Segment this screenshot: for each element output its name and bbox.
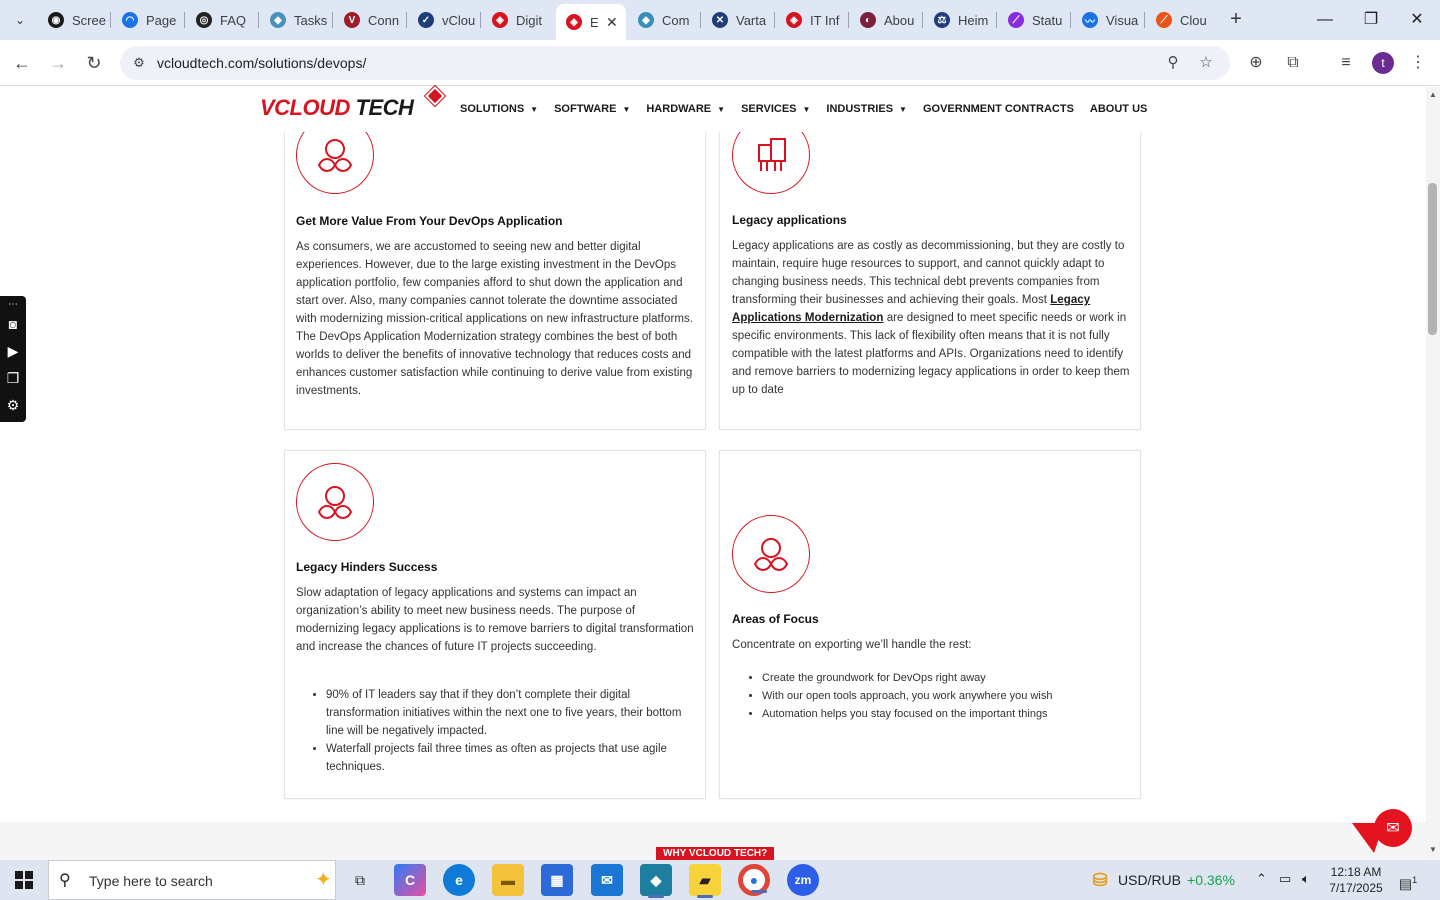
site-info-icon[interactable]: ⚙ (133, 55, 145, 70)
tab-favicon-icon: ◈ (492, 12, 508, 28)
caret-down-icon: ▼ (802, 104, 811, 114)
taskbar-clock[interactable] (1328, 864, 1384, 896)
browser-menu-icon[interactable]: ⋮ (1410, 54, 1426, 71)
tab-title: Varta (736, 12, 767, 28)
panel-more-icon[interactable]: ⋯ (8, 299, 18, 310)
close-window-button[interactable]: ✕ (1410, 11, 1424, 28)
zoom-icon[interactable]: ⚲ (1167, 54, 1179, 71)
tab-favicon-icon: ◆ (638, 12, 654, 28)
task-view-icon[interactable]: ⧉ (355, 871, 365, 888)
profile-avatar[interactable]: t (1372, 52, 1394, 74)
bookmark-star-icon[interactable]: ☆ (1199, 54, 1213, 71)
tab-favicon-icon: ◎ (196, 12, 212, 28)
tab-0[interactable] (38, 6, 106, 34)
tab-14[interactable] (1072, 6, 1140, 34)
tab-3[interactable] (260, 6, 328, 34)
card-legacy-hinders-success (284, 450, 706, 799)
card-title: Legacy Hinders Success (296, 560, 438, 574)
tab-close-icon[interactable]: ✕ (606, 13, 618, 30)
media-control-icon[interactable]: ≡ (1341, 54, 1351, 71)
tab-separator (258, 12, 259, 28)
video-icon[interactable]: ▶ (7, 343, 19, 359)
tab-favicon-icon: 〰 (1082, 12, 1098, 28)
caret-down-icon: ▼ (622, 104, 631, 114)
translate-icon[interactable]: ⊕ (1249, 54, 1263, 71)
tab-13[interactable] (998, 6, 1066, 34)
card-body: Concentrate on exporting we’ll handle the rest: (732, 639, 972, 651)
tab-separator (1070, 12, 1071, 28)
settings-gear-icon[interactable]: ⚙ (6, 397, 20, 413)
tab-favicon-icon: ⟋ (1008, 12, 1024, 28)
main-menu (460, 103, 1147, 115)
extensions-icon[interactable]: ⧉ (1287, 54, 1299, 71)
search-icon: ⚲ (59, 872, 71, 889)
edge-icon[interactable]: e (443, 864, 475, 896)
copilot-icon[interactable]: C (394, 864, 426, 896)
tab-favicon-icon: ✓ (418, 12, 434, 28)
browser-tab-strip (0, 0, 1440, 40)
zoom-app-icon[interactable]: zm (787, 864, 819, 896)
tab-search-button[interactable]: ⌄ (14, 13, 26, 27)
sticky-notes-icon[interactable]: ▰ (689, 864, 721, 896)
tab-6[interactable] (482, 6, 550, 34)
capture-tool-panel (0, 296, 26, 422)
card-body-text: are designed to meet specific needs or work in specific environments. This lack of flexibility often means that it is not fully compatible with the latest platforms and APIs. Organizations need to identify and remove barriers to modernizing legacy applications in order to keep them up to date (732, 312, 1130, 396)
scroll-thumb[interactable] (1428, 183, 1437, 335)
tab-favicon-icon: ◆ (270, 12, 286, 28)
minimize-button[interactable]: — (1317, 11, 1333, 28)
card-body: As consumers, we are accustomed to seeing new and better digital experiences. However, due to the large existing investment in the DevOps application portfolio, few companies afford to shut down the application and start over. Also, many companies cannot tolerate the downtime associated with modernizing mission-critical applications on new infrastructure platforms. The DevOps Application Modernization strategy combines the best of both worlds to deliver the benefits of innovative technology that reduces costs and enhances customer satisfaction while continuing to derive value from existing investments. (296, 241, 694, 397)
tab-5[interactable] (408, 6, 476, 34)
file-explorer-icon[interactable]: ▬ (492, 864, 524, 896)
logo-text-tech: TECH (349, 95, 414, 120)
menu-item-hardware[interactable] (646, 103, 725, 115)
site-header (0, 87, 1426, 132)
tab-8[interactable] (628, 6, 696, 34)
tab-2[interactable] (186, 6, 254, 34)
menu-item-label: SOFTWARE (554, 103, 617, 115)
camera-icon[interactable]: ◙ (8, 316, 18, 332)
clock-time: 12:18 AM (1330, 865, 1382, 879)
tab-favicon-icon: ◐ (860, 12, 876, 28)
tab-favicon-icon: ◉ (48, 12, 64, 28)
card-title: Areas of Focus (732, 612, 819, 626)
menu-item-label: GOVERNMENT CONTRACTS (922, 103, 1074, 115)
menu-item-government-contracts[interactable] (923, 103, 1074, 115)
windows-taskbar (0, 860, 1440, 900)
card-bullet-list (308, 686, 688, 776)
tab-separator (700, 12, 701, 28)
tab-title: Heim (958, 12, 989, 28)
new-tab-button[interactable]: + (1230, 8, 1242, 30)
card-legacy-applications (719, 110, 1141, 430)
network-icon[interactable]: ▭ (1279, 871, 1292, 886)
tab-title: Page (146, 12, 177, 28)
site-logo[interactable] (260, 95, 413, 121)
tab-7[interactable] (556, 4, 626, 40)
tab-title: E (590, 14, 599, 30)
tab-separator (110, 12, 111, 28)
list-item: • Create the groundwork for DevOps right away (762, 669, 1134, 687)
tab-title: Abou (884, 12, 915, 28)
taskbar-search[interactable] (48, 860, 336, 900)
store-icon[interactable]: ▦ (541, 864, 573, 896)
tab-title: Conn (368, 12, 400, 28)
list-item: • Waterfall projects fail three times as often as projects that use agile techniques. (326, 740, 688, 776)
back-button[interactable]: ← (13, 53, 31, 73)
currency-ticker[interactable] (1118, 872, 1235, 888)
tab-favicon-icon: ◠ (122, 12, 138, 28)
list-item: • 90% of IT leaders say that if they don’t complete their digital transformation initiatives within the next one to five years, their bottom line will be negatively impacted. (326, 686, 688, 740)
ticker-label: USD/RUB (1118, 872, 1182, 888)
caret-down-icon: ▼ (530, 104, 539, 114)
menu-item-software[interactable] (554, 103, 630, 115)
scroll-up-arrow[interactable]: ▲ (1429, 90, 1437, 99)
menu-item-label: SOLUTIONS (460, 103, 525, 115)
list-item: • With our open tools approach, you work anywhere you wish (762, 687, 1134, 705)
menu-item-solutions[interactable] (460, 103, 538, 115)
address-bar[interactable] (120, 46, 1230, 80)
tab-title: Visua (1106, 12, 1139, 28)
tab-separator (774, 12, 775, 28)
tab-title: vClou (442, 12, 476, 28)
legacy-modernization-link[interactable]: Legacy Applications Modernization (732, 294, 1091, 324)
tab-separator (922, 12, 923, 28)
tab-title: Digit (516, 12, 543, 28)
volume-icon[interactable]: 🔈︎ (1302, 871, 1310, 886)
tab-favicon-icon: ✕ (712, 12, 728, 28)
tab-title: IT Inf (810, 12, 840, 28)
menu-item-industries[interactable] (826, 103, 907, 115)
browser-toolbar (0, 40, 1440, 86)
reload-button[interactable]: ↻ (86, 53, 102, 73)
logo-diamond-icon (425, 86, 445, 106)
card-title: Legacy applications (732, 213, 847, 227)
tab-title: Clou (1180, 12, 1207, 28)
menu-item-label: INDUSTRIES (826, 103, 894, 115)
menu-item-label: SERVICES (741, 103, 797, 115)
tab-separator (848, 12, 849, 28)
tab-separator (996, 12, 997, 28)
tab-separator (480, 12, 481, 28)
tab-favicon-icon: V (344, 12, 360, 28)
caret-down-icon: ▼ (899, 104, 907, 114)
chat-icon: ✉ (1386, 820, 1400, 837)
tab-separator (332, 12, 333, 28)
tab-title: Tasks (294, 12, 328, 28)
notifications-icon[interactable]: ▤$^1$ (1398, 875, 1418, 892)
tab-10[interactable] (776, 6, 844, 34)
tab-favicon-icon: ◈ (566, 14, 582, 30)
why-vcloud-badge: WHY VCLOUD TECH? (656, 847, 774, 860)
sparkle-icon: ✦ (315, 869, 332, 891)
restore-button[interactable]: ❐ (1363, 11, 1379, 28)
card-devops-value (284, 110, 706, 430)
scroll-down-arrow[interactable]: ▼ (1429, 845, 1437, 854)
tab-title: Com (662, 12, 690, 28)
tab-11[interactable] (850, 6, 918, 34)
tab-9[interactable] (702, 6, 770, 34)
tab-title: FAQ (220, 12, 247, 28)
windows-icon[interactable]: ❐ (6, 370, 20, 386)
mail-icon[interactable]: ✉ (591, 864, 623, 896)
tab-favicon-icon: ⚖ (934, 12, 950, 28)
search-placeholder: Type here to search (89, 873, 213, 889)
tab-4[interactable] (334, 6, 402, 34)
tab-15[interactable] (1146, 6, 1214, 34)
clock-date: 7/17/2025 (1329, 881, 1383, 895)
tab-favicon-icon: ⟋ (1156, 12, 1172, 28)
start-button[interactable] (0, 860, 48, 900)
tab-12[interactable] (924, 6, 992, 34)
ticker-change: +0.36% (1187, 872, 1235, 888)
tab-title: Statu (1032, 12, 1063, 28)
menu-item-label: HARDWARE (646, 103, 712, 115)
devops-infinity-gear-icon (296, 463, 374, 541)
notification-count: 1 (1412, 875, 1418, 885)
list-item: • Automation helps you stay focused on the important things (762, 705, 1134, 723)
tab-title: Scree (72, 12, 106, 28)
card-body (732, 237, 1132, 399)
menu-item-services[interactable] (741, 103, 810, 115)
forward-button[interactable]: → (49, 53, 67, 73)
logo-text-vcloud: VCLOUD (260, 95, 350, 120)
windows-logo-icon (15, 871, 33, 889)
tab-separator (1144, 12, 1145, 28)
currency-widget-icon[interactable]: ⛁ (1092, 869, 1108, 890)
card-body-text: Legacy applications are as costly as decommissioning, but they are costly to maintain, require huge resources to support, and cannot quickly adapt to changing business needs. This technical debt prevents companies from transforming their businesses and achieving their goals. Most (732, 240, 1125, 306)
card-areas-of-focus (719, 450, 1141, 799)
app-icon[interactable]: ◆ (640, 864, 672, 896)
tab-separator (406, 12, 407, 28)
chrome-icon[interactable]: ● (738, 864, 770, 896)
tab-1[interactable] (112, 6, 180, 34)
tab-favicon-icon: ◈ (786, 12, 802, 28)
menu-item-about-us[interactable] (1090, 103, 1147, 115)
address-url: vcloudtech.com/solutions/devops/ (157, 55, 367, 71)
devops-infinity-gear-icon (732, 515, 810, 593)
card-body: Slow adaptation of legacy applications and systems can impact an organization’s ability to meet new business needs. The purpose of modernizing legacy applications is to remove barriers to digital transformation and increase the chances of future IT projects succeeding. (296, 587, 694, 653)
card-title: Get More Value From Your DevOps Application (296, 214, 563, 228)
menu-item-label: ABOUT US (1089, 103, 1148, 115)
tab-separator (184, 12, 185, 28)
chat-button[interactable] (1374, 809, 1412, 847)
card-bullet-list (744, 669, 1134, 723)
page-scrollbar[interactable] (1426, 87, 1440, 860)
caret-down-icon: ▼ (717, 104, 726, 114)
tray-chevron-icon[interactable]: ⌃ (1256, 871, 1267, 886)
